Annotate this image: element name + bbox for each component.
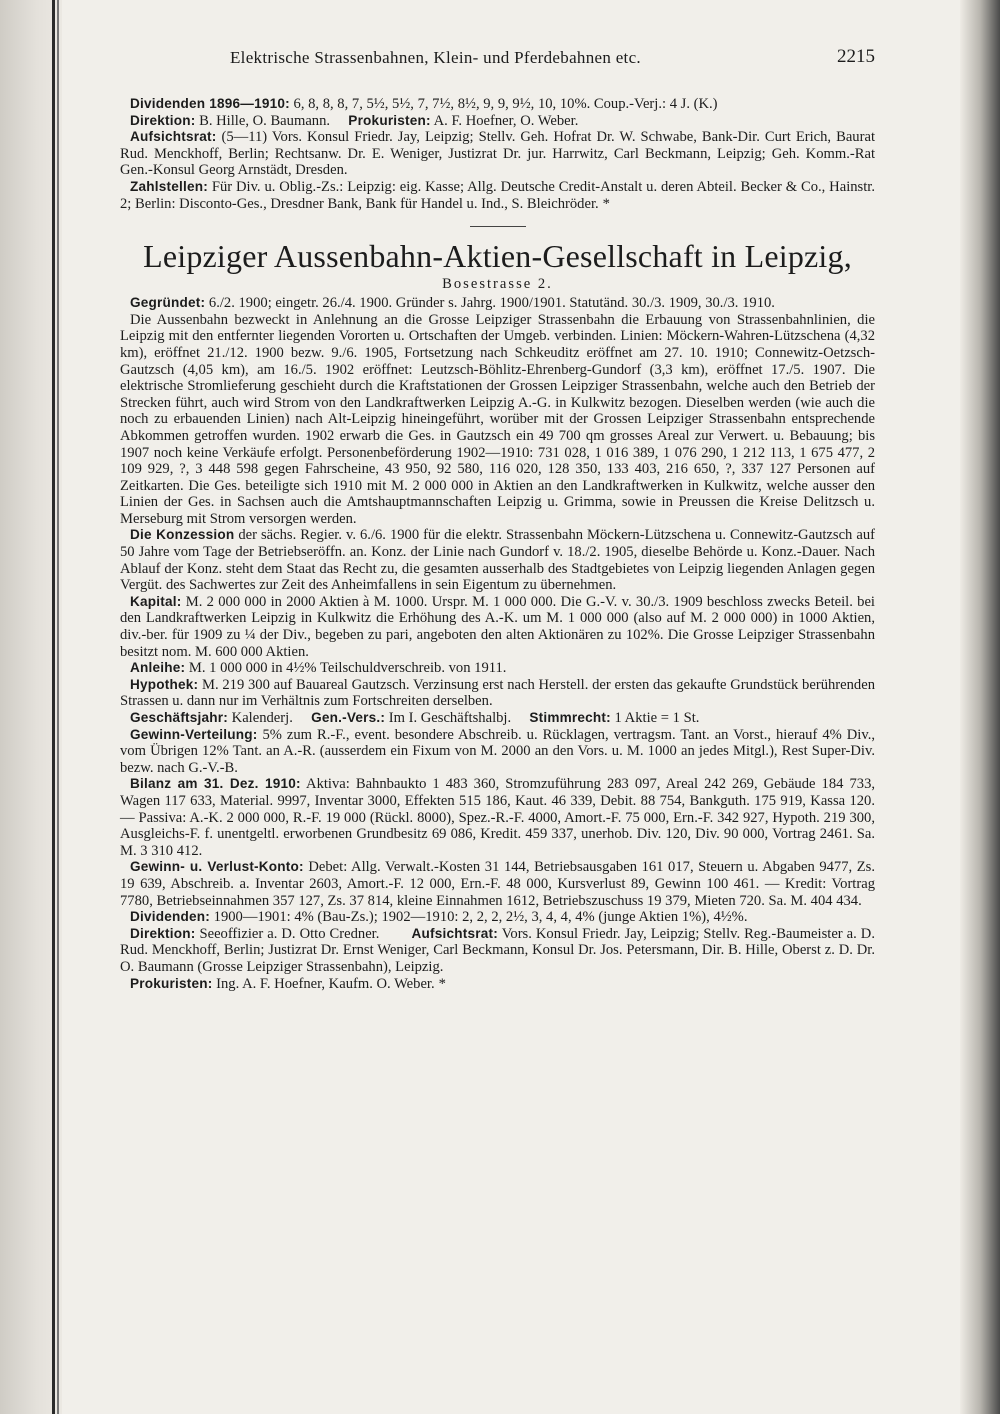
previous-company-tail (120, 96, 875, 212)
company-entry (120, 295, 875, 992)
direktion-aufsichtsrat: Direktion: Seeoffizier a. D. Otto Credner. Aufsichtsrat: Vors. Konsul Friedr. Jay, Leipzig; Stellv. Reg.-Baumeister a. D. Rud. Menckhoff, Berlin; Justizrat Dr. Ernst Weniger, Carl Beckmann, Konsul Dr. Jos. Petersmann, Dir. B. Hille, Oberst z. D. Dr. O. Baumann (Grosse Leipziger Strassenbahn), Leipzig. (120, 925, 875, 975)
konzession: Die Konzession der sächs. Regier. v. 6./6. 1900 für die elektr. Strassenbahn Möckern-Lützschena u. Connewitz-Gautzsch auf 50 Jahre vom Tage der Betriebseröffn. an. Konz. der Linie nach Gundorf v. 18./2. 1905, dieselbe Behörde u. Konz.-Dauer. Nach Ablauf der Konz. steht dem Staat das Recht zu, die gesamten ausserhalb des Stadtgebietes von Leipzig liegenden Anlagen gegen Vergüt. des Sachwertes zur Zeit des Anheimfallens in sein Eigentum zu übernehmen. (120, 527, 875, 594)
page-number: 2215 (837, 46, 875, 67)
prev-aufsichtsrat: Aufsichtsrat: (5—11) Vors. Konsul Friedr. Jay, Leipzig; Stellv. Geh. Hofrat Dr. W. Schwabe, Bank-Dir. Curt Erich, Baurat Rud. Menckhoff, Berlin; Rechtsanw. Dr. E. Weniger, Justizrat Dr. jur. Harrwitz, Carl Beckmann, Leipzig; Geh. Komm.-Rat Gen.-Konsul Georg Arnstädt, Dresden. (120, 129, 875, 179)
document-page (120, 44, 875, 992)
prev-zahlstellen: Zahlstellen: Für Div. u. Oblig.-Zs.: Leipzig: eig. Kasse; Allg. Deutsche Credit-Anstalt u. deren Abteil. Becker & Co., Hainstr. 2; Berlin: Disconto-Ges., Dresdner Bank, Bank für Handel u. Ind., S. Bleichröder. * (120, 178, 875, 212)
right-page-edge (960, 0, 1000, 1414)
hypothek: Hypothek: M. 219 300 auf Bauareal Gautzsch. Verzinsung erst nach Herstell. der ersten das gekaufte Grundstück berührenden Strassen u. dann nur im Verhältnis zum Fortschreiten derselben. (120, 676, 875, 710)
prev-dividenden: Dividenden 1896—1910: 6, 8, 8, 8, 7, 5½, 5½, 7, 7½, 8½, 9, 9, 9½, 10, 10%. Coup.-Verj.: 4 J. (K.) (130, 96, 718, 112)
company-address: Bosestrasse 2. (442, 276, 553, 293)
gegruendet: Gegründet: 6./2. 1900; eingetr. 26./4. 1900. Gründer s. Jahrg. 1900/1901. Statutänd. 30./3. 1909, 30./3. 1910. (130, 295, 775, 312)
company-title: Leipziger Aussenbahn-Aktien-Gesellschaft in Leipzig, (143, 238, 852, 275)
dividenden: Dividenden: 1900—1901: 4% (Bau-Zs.); 1902—1910: 2, 2, 2, 2½, 3, 4, 4, 4% (junge Aktien 1%), 4½%. (130, 909, 748, 926)
running-title: Elektrische Strassenbahnen, Klein- und Pferdebahnen etc. (230, 48, 641, 67)
kapital: Kapital: M. 2 000 000 in 2000 Aktien à M. 1000. Urspr. M. 1 000 000. Die G.-V. v. 30./3. 1909 beschloss zwecks Beteil. bei den Landkraftwerken Leipzig in Kulkwitz die Erhöhung des A.-K. um M. 1 000 000 (also auf M. 2 000 000) in 1000 Aktien, div.-ber. für 1909 zu ¼ der Div., begeben zu pari, angeboten den alten Aktionären zu 102%. Die Grosse Leipziger Strassenbahn besitzt nom. M. 600 000 Aktien. (120, 593, 875, 660)
prev-direktion: Direktion: B. Hille, O. Baumann. Prokuristen: A. F. Hoefner, O. Weber. (130, 112, 579, 129)
anleihe: Anleihe: M. 1 000 000 in 4½% Teilschuldverschreib. von 1911. (130, 660, 507, 677)
prokuristen: Prokuristen: Ing. A. F. Hoefner, Kaufm. O. Weber. * (130, 975, 446, 992)
gewinn-verlust-konto: Gewinn- u. Verlust-Konto: Debet: Allg. Verwalt.-Kosten 31 144, Betriebsausgaben 161 017, Steuern u. Abgaben 9477, Zs. 19 639, Abschreib. a. Inventar 2603, Amort.-F. 12 000, Ern.-F. 48 000, Kursverlust 89, Gewinn 100 461. — Kredit: Vortrag 7780, Betriebseinnahmen 357 127, Zs. 37 814, kleine Einnahmen 1612, Betriebszuschuss 19 379, Mieten 720. Sa. M. 404 434. (120, 859, 875, 909)
section-separator (470, 226, 526, 227)
book-spine-edge (57, 0, 59, 1414)
beschreibung: Die Aussenbahn bezweckt in Anlehnung an die Grosse Leipziger Strassenbahn die Erbauung von Strassenbahnlinien, die Leipzig mit den entfernter liegenden Vororten u. Ortschaften der Umgeb. verbinden. Linien: Möckern-Wahren-Lützschena (4,32 km), eröffnet 21./12. 1900 bezw. 9./6. 1905, Fortsetzung nach Schkeuditz eröffnet am 27. 10. 1910; Connewitz-Oetzsch-Gautzsch (4,05 km), am 16./5. 1902 eröffnet: Leutzsch-Böhlitz-Ehrenberg-Gundorf (3,3 km), eröffnet 17./5. 1907. Die elektrische Stromlieferung geschieht durch die Kraftstationen der Grossen Leipziger Strassenbahn, welche auch den Betrieb der Strecken führt, auch wird Strom von den Landkraftwerken Leipzig A.-G. in Kulkwitz bezogen. Dieselben werden (wie auch die noch zu erbauenden Linien) nach Alt-Leipzig hineingeführt, worüber mit der Grossen Leipziger Strassenbahn entsprechende Abkommen getroffen wurden. 1902 erwarb die Ges. in Gautzsch ein 49 700 qm grosses Areal zur Verwert. u. Bebauung; bis 1907 noch keine Verkäufe erfolgt. Personenbeförderung 1902—1910: 731 028, 1 016 389, 1 076 290, 1 212 113, 1 675 477, 2 109 929, ?, 3 448 598 gegen Fahrscheine, 43 950, 92 580, 116 020, 128 350, 133 403, 216 650, ?, 337 127 Personen auf Zeitkarten. Die Ges. beteiligte sich 1910 mit M. 2 000 000 in Aktien an den Landkraftwerken in Kulkwitz, welche ausser den Linien der Ges. in Sachsen auch die Amtshauptmannschaften Leipzig u. Grimma, sowie in Preussen die Kreise Delitzsch u. Merseburg mit Strom versorgen werden. (120, 311, 875, 527)
running-header (120, 44, 875, 74)
geschaeftsjahr-line: Geschäftsjahr: Kalenderj. Gen.-Vers.: Im I. Geschäftshalbj. Stimmrecht: 1 Aktie = 1 St. (130, 710, 700, 726)
book-spine-shadow (52, 0, 55, 1414)
bilanz: Bilanz am 31. Dez. 1910: Aktiva: Bahnbaukto 1 483 360, Stromzuführung 283 097, Areal 242 269, Gebäude 184 733, Wagen 117 633, Material. 9997, Inventar 3000, Effekten 515 186, Kaut. 46 339, Debit. 88 754, Bankguth. 175 919, Kassa 120. — Passiva: A.-K. 2 000 000, R.-F. 19 000 (Rückl. 8000), Spez.-R.-F. 4000, Amort.-F. 75 000, Ern.-F. 342 927, Hypoth. 219 300, Ausgleichs-F. f. unentgeltl. erworbenen Grundbesitz 69 086, Kredit. 459 337, unerhob. Div. 120, Div. 90 000, Vortrag 2461. Sa. M. 3 310 412. (120, 776, 876, 859)
gewinn-verteilung: Gewinn-Verteilung: 5% zum R.-F., event. besondere Abschreib. u. Rücklagen, vertragsm. Tant. an Vorst., hierauf 4% Div., vom Übrigen 12% Tant. an A.-R. (ausserdem ein Fixum von M. 2000 an den Vors. u. M. 1000 an jedes Mitgl.), Rest Super-Div. bezw. nach G.-V.-B. (120, 726, 875, 776)
